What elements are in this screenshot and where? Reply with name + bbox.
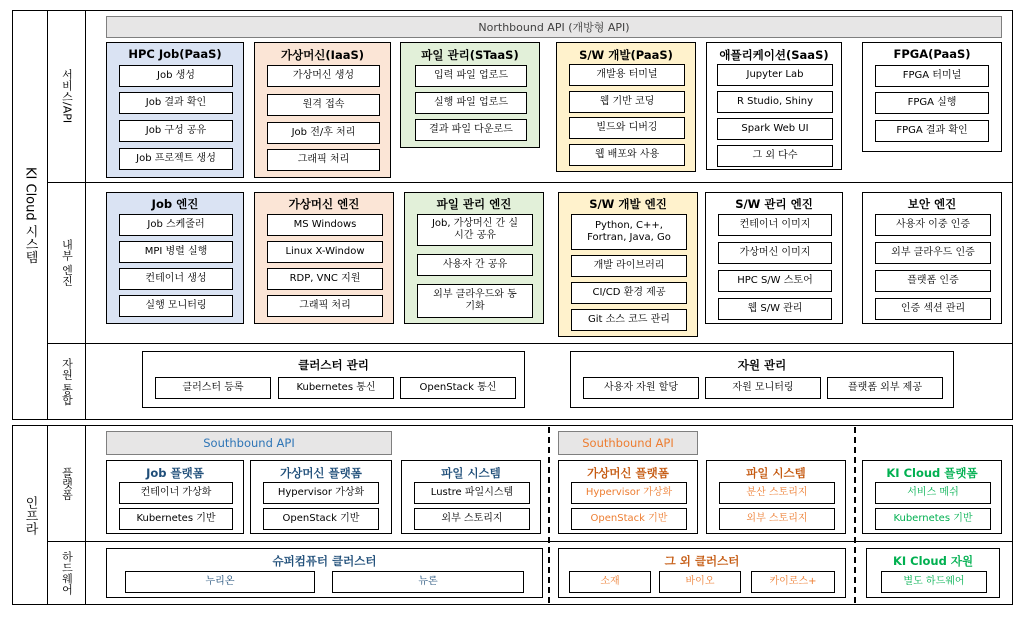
platform-title: Job 플랫폼 [146, 466, 204, 480]
engine-job [106, 192, 244, 324]
engine-sw-manage [705, 192, 843, 324]
platform-item: OpenStack 기반 [263, 508, 379, 530]
hardware-item: 뉴론 [332, 571, 524, 593]
engine-item: Git 소스 코드 관리 [571, 309, 687, 331]
resource-item: 클러스터 등록 [155, 377, 271, 399]
engine-item: RDP, VNC 지원 [267, 268, 383, 290]
platform-item: 외부 스토리지 [719, 508, 835, 530]
hardware-item: 카이로스+ [751, 571, 835, 593]
engine-item: 컨테이너 생성 [119, 268, 233, 290]
hardware-other-cluster [558, 548, 846, 598]
hardware-item: 바이오 [659, 571, 741, 593]
hardware-supercomputer [106, 548, 543, 598]
row-label-platform: 플랫폼 [60, 466, 74, 500]
service-item: 가상머신 생성 [267, 65, 380, 87]
row-label-hardware: 하드웨어 [60, 551, 74, 595]
hardware-title: KI Cloud 자원 [892, 554, 974, 568]
row-label-service: 서비스/API [60, 68, 74, 124]
platform-item: Hypervisor 가상화 [571, 482, 687, 504]
platform-item: 서비스 메쉬 [875, 482, 991, 504]
service-title: S/W 개발(PaaS) [579, 48, 673, 62]
service-item: FPGA 결과 확인 [875, 120, 989, 142]
service-item: 개발용 터미널 [569, 64, 685, 86]
infra-label: 인프라 [22, 495, 38, 535]
hardware-item: 누리온 [125, 571, 315, 593]
service-item: Job 구성 공유 [119, 120, 233, 142]
platform-job [106, 460, 244, 534]
service-item: Jupyter Lab [717, 64, 833, 86]
hardware-title: 슈퍼컴퓨터 클러스터 [272, 554, 377, 568]
engine-vm [254, 192, 394, 324]
service-item: Job 생성 [119, 65, 233, 87]
service-item: 입력 파일 업로드 [415, 65, 527, 87]
engine-item: Job, 가상머신 간 실시간 공유 [417, 214, 533, 246]
resource-cluster [142, 351, 525, 408]
service-title: HPC Job(PaaS) [128, 47, 222, 61]
engine-item: 사용자 이중 인증 [875, 214, 991, 236]
engine-item: 실행 모니터링 [119, 295, 233, 317]
platform-title: 파일 시스템 [746, 466, 806, 480]
engine-item: 인증 섹션 관리 [875, 298, 991, 320]
engine-security [862, 192, 1002, 324]
engine-title: S/W 관리 엔진 [735, 197, 813, 211]
service-item: FPGA 실행 [875, 92, 989, 114]
platform-item: 분산 스토리지 [719, 482, 835, 504]
platform-vm-other [558, 460, 698, 534]
service-sw-dev [556, 42, 696, 172]
engine-sw-dev [558, 192, 698, 337]
engine-title: 파일 관리 엔진 [436, 197, 512, 211]
hardware-item: 별도 하드웨어 [881, 571, 987, 593]
platform-vm [250, 460, 392, 534]
system-label: KI Cloud 시스템 [22, 166, 38, 264]
platform-item: Kubernetes 기반 [875, 508, 991, 530]
service-item: Job 결과 확인 [119, 92, 233, 114]
northbound-api-bar: Northbound API (개방형 API) [106, 16, 1002, 38]
service-vm [254, 42, 391, 178]
engine-file [404, 192, 544, 324]
service-item: FPGA 터미널 [875, 65, 989, 87]
engine-title: 보안 엔진 [907, 197, 957, 211]
row-label-resource: 자원 통합 [60, 357, 74, 406]
platform-ki-cloud [862, 460, 1002, 534]
resource-item: OpenStack 통신 [400, 377, 516, 399]
engine-item: CI/CD 환경 제공 [571, 282, 687, 304]
service-item: 빌드와 디버깅 [569, 117, 685, 139]
resource-manage [570, 351, 954, 408]
service-item: 그래픽 처리 [267, 149, 380, 171]
resource-item: 자원 모니터링 [705, 377, 821, 399]
platform-item: Lustre 파일시스템 [414, 482, 530, 504]
engine-title: Job 엔진 [151, 197, 199, 211]
service-title: 가상머신(IaaS) [280, 48, 365, 62]
service-item: R Studio, Shiny [717, 91, 833, 113]
row-divider-2 [48, 343, 1013, 344]
service-item: Job 전/후 처리 [267, 122, 380, 144]
engine-item: 웹 S/W 관리 [718, 298, 832, 320]
platform-title: 가상머신 플랫폼 [587, 466, 669, 480]
platform-item: 외부 스토리지 [414, 508, 530, 530]
platform-title: 가상머신 플랫폼 [280, 466, 362, 480]
engine-item: Python, C++, Fortran, Java, Go [571, 214, 687, 250]
southbound-api-bar: Southbound API [106, 431, 392, 455]
hardware-ki-cloud [866, 548, 1000, 598]
resource-title: 자원 관리 [737, 358, 787, 372]
platform-title: 파일 시스템 [441, 466, 501, 480]
service-application [706, 42, 842, 170]
service-file [400, 42, 540, 148]
engine-item: 개발 라이브러리 [571, 255, 687, 277]
service-item: 원격 접속 [267, 94, 380, 116]
service-item: Job 프로젝트 생성 [119, 148, 233, 170]
engine-item: 그래픽 처리 [267, 295, 383, 317]
service-title: 애플리케이션(SaaS) [719, 48, 829, 62]
engine-item: 외부 클라우드 인증 [875, 242, 991, 264]
platform-file [401, 460, 541, 534]
engine-item: MS Windows [267, 214, 383, 236]
engine-item: Job 스케줄러 [119, 214, 233, 236]
service-item: 결과 파일 다운로드 [415, 119, 527, 141]
row-label-engine: 내부 엔진 [60, 238, 74, 287]
dashed-separator [548, 427, 550, 603]
service-hpc-job [106, 42, 244, 178]
platform-item: Hypervisor 가상화 [263, 482, 379, 504]
service-item: 그 외 다수 [717, 145, 833, 167]
engine-title: S/W 개발 엔진 [589, 197, 667, 211]
engine-item: 가상머신 이미지 [718, 242, 832, 264]
service-item: 웹 기반 코딩 [569, 91, 685, 113]
resource-item: Kubernetes 통신 [278, 377, 394, 399]
row-divider-1 [48, 182, 1013, 183]
service-item: 웹 배포와 사용 [569, 144, 685, 166]
engine-item: 컨테이너 이미지 [718, 214, 832, 236]
service-fpga [862, 42, 1002, 152]
platform-item: Kubernetes 기반 [119, 508, 233, 530]
hardware-title: 그 외 클러스터 [664, 554, 740, 568]
service-item: 실행 파일 업로드 [415, 92, 527, 114]
service-title: 파일 관리(STaaS) [421, 48, 519, 62]
platform-file-other [706, 460, 846, 534]
hardware-item: 소재 [569, 571, 651, 593]
platform-item: 컨테이너 가상화 [119, 482, 233, 504]
platform-item: OpenStack 기반 [571, 508, 687, 530]
engine-item: HPC S/W 스토어 [718, 270, 832, 292]
service-item: Spark Web UI [717, 118, 833, 140]
infra-row-divider [48, 541, 1013, 542]
service-title: FPGA(PaaS) [893, 47, 971, 61]
engine-item: Linux X-Window [267, 241, 383, 263]
southbound-api-bar: Southbound API [558, 431, 698, 455]
resource-item: 사용자 자원 할당 [583, 377, 699, 399]
engine-item: 플랫폼 인증 [875, 270, 991, 292]
platform-title: KI Cloud 플랫폼 [886, 466, 978, 480]
engine-item: 사용자 간 공유 [417, 254, 533, 276]
resource-title: 클러스터 관리 [298, 358, 369, 372]
engine-item: 외부 클라우드와 동기화 [417, 284, 533, 318]
engine-title: 가상머신 엔진 [288, 197, 360, 211]
dashed-separator [854, 427, 856, 603]
engine-item: MPI 병렬 실행 [119, 241, 233, 263]
resource-item: 플랫폼 외부 제공 [827, 377, 943, 399]
